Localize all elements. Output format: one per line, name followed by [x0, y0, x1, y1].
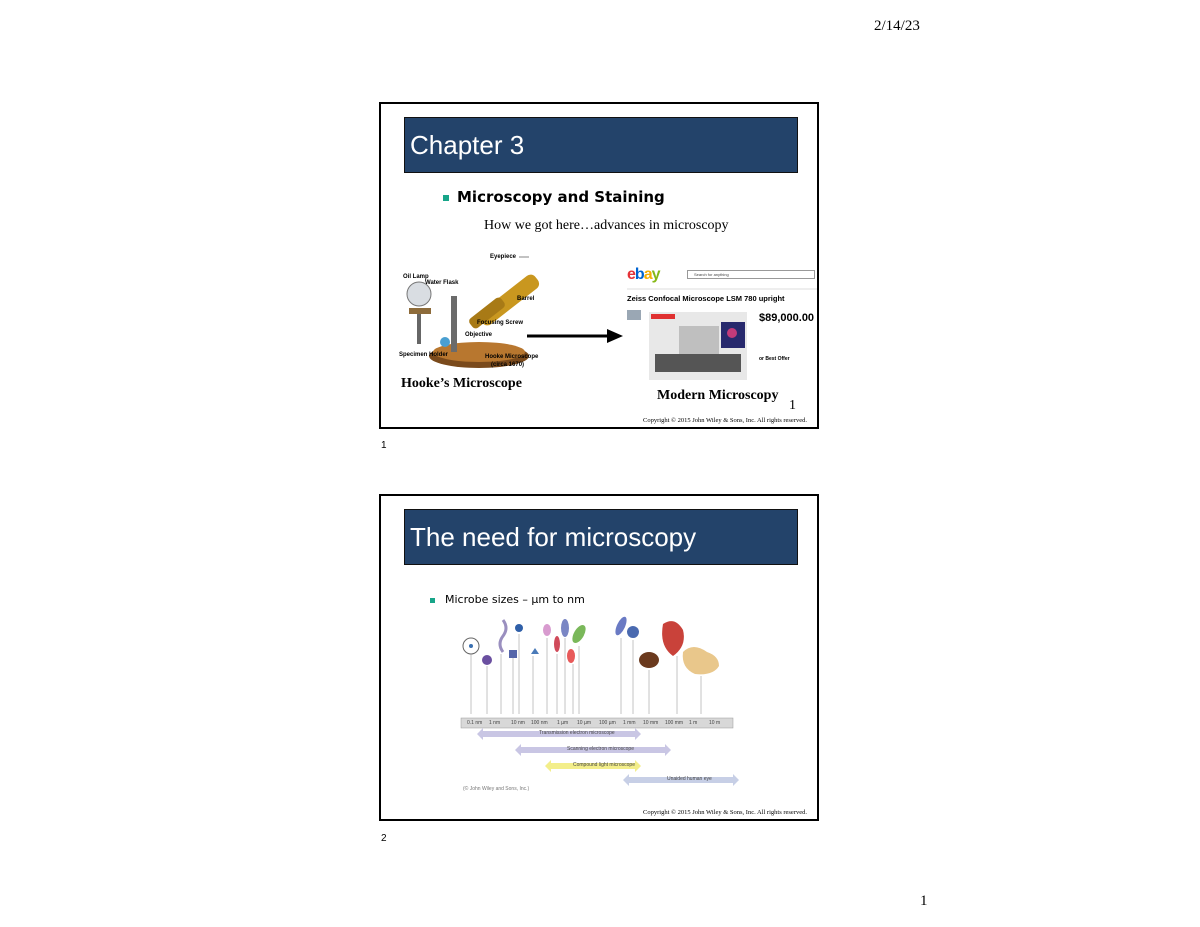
copyright: Copyright © 2015 John Wiley & Sons, Inc. All rights reserved.: [643, 417, 807, 424]
scale-tick: 1 m: [689, 720, 698, 726]
range-label-light: Compound light microscope: [573, 762, 635, 768]
slide-2: [379, 494, 819, 821]
ebay-screenshot: [625, 262, 817, 382]
ebay-logo: ebay: [627, 266, 660, 283]
range-label-tem: Transmission electron microscope: [539, 730, 615, 736]
range-label-sem: Scanning electron microscope: [567, 746, 634, 752]
bullet-icon: [443, 195, 449, 201]
scale-tick: 1 mm: [623, 720, 636, 726]
slide-title-bar: [404, 509, 798, 565]
hooke-caption: Hooke’s Microscope: [401, 376, 522, 391]
label-objective: Objective: [465, 332, 493, 338]
scale-tick: 1 µm: [557, 720, 569, 726]
scale-tick: 10 m: [709, 720, 721, 726]
range-label-eye: Unaided human eye: [667, 776, 712, 782]
scale-tick: 0.1 nm: [467, 720, 483, 726]
modern-caption: Modern Microscopy: [657, 388, 779, 403]
scale-tick: 100 nm: [531, 720, 548, 726]
scale-tick: 10 nm: [511, 720, 525, 726]
slide-title-bar: [404, 117, 798, 173]
label-hooke-microscope: Hooke Microscope: [485, 354, 539, 360]
bullet-icon: [430, 598, 435, 603]
label-water-flask: Water Flask: [425, 280, 459, 286]
slide-page-number: 1: [789, 398, 796, 413]
bullet-text: Microbe sizes – µm to nm: [445, 593, 585, 606]
bullet-text: Microscopy and Staining: [457, 188, 665, 206]
label-focusing-screw: Focusing Screw: [477, 320, 524, 326]
label-barrel: Barrel: [517, 296, 535, 302]
figure-credit: (© John Wiley and Sons, Inc.): [463, 786, 530, 792]
ebay-price: $89,000.00: [759, 312, 815, 324]
slide-title: Chapter 3: [410, 130, 525, 160]
label-eyepiece: Eyepiece: [490, 254, 517, 260]
scale-tick: 10 mm: [643, 720, 659, 726]
header-date: 2/14/23: [874, 18, 920, 34]
scale-tick: 1 nm: [489, 720, 501, 726]
slide-title: The need for microscopy: [410, 522, 697, 552]
scale-tick: 100 mm: [665, 720, 684, 726]
slide-1: [379, 102, 819, 429]
scale-tick: 100 µm: [599, 720, 616, 726]
label-circa: (circa 1670): [491, 362, 525, 368]
slide-subtitle: How we got here…advances in microscopy: [484, 218, 729, 233]
ebay-search-input: Search for anything: [687, 270, 815, 279]
slide-number: 1: [381, 440, 387, 451]
slide-number: 2: [381, 833, 387, 844]
label-specimen-holder: Specimen Holder: [399, 352, 449, 358]
ebay-product-image: [649, 312, 747, 380]
scale-tick: 10 µm: [577, 720, 591, 726]
right-arrow-icon: [525, 328, 625, 344]
ebay-product-title: Zeiss Confocal Microscope LSM 780 upright: [627, 294, 785, 303]
copyright: Copyright © 2015 John Wiley & Sons, Inc. All rights reserved.: [643, 809, 807, 816]
page-number: 1: [920, 893, 928, 909]
ebay-thumbnail: [627, 310, 641, 320]
ebay-best-offer: or Best Offer: [759, 356, 790, 362]
label-oil-lamp: Oil Lamp: [403, 274, 429, 280]
